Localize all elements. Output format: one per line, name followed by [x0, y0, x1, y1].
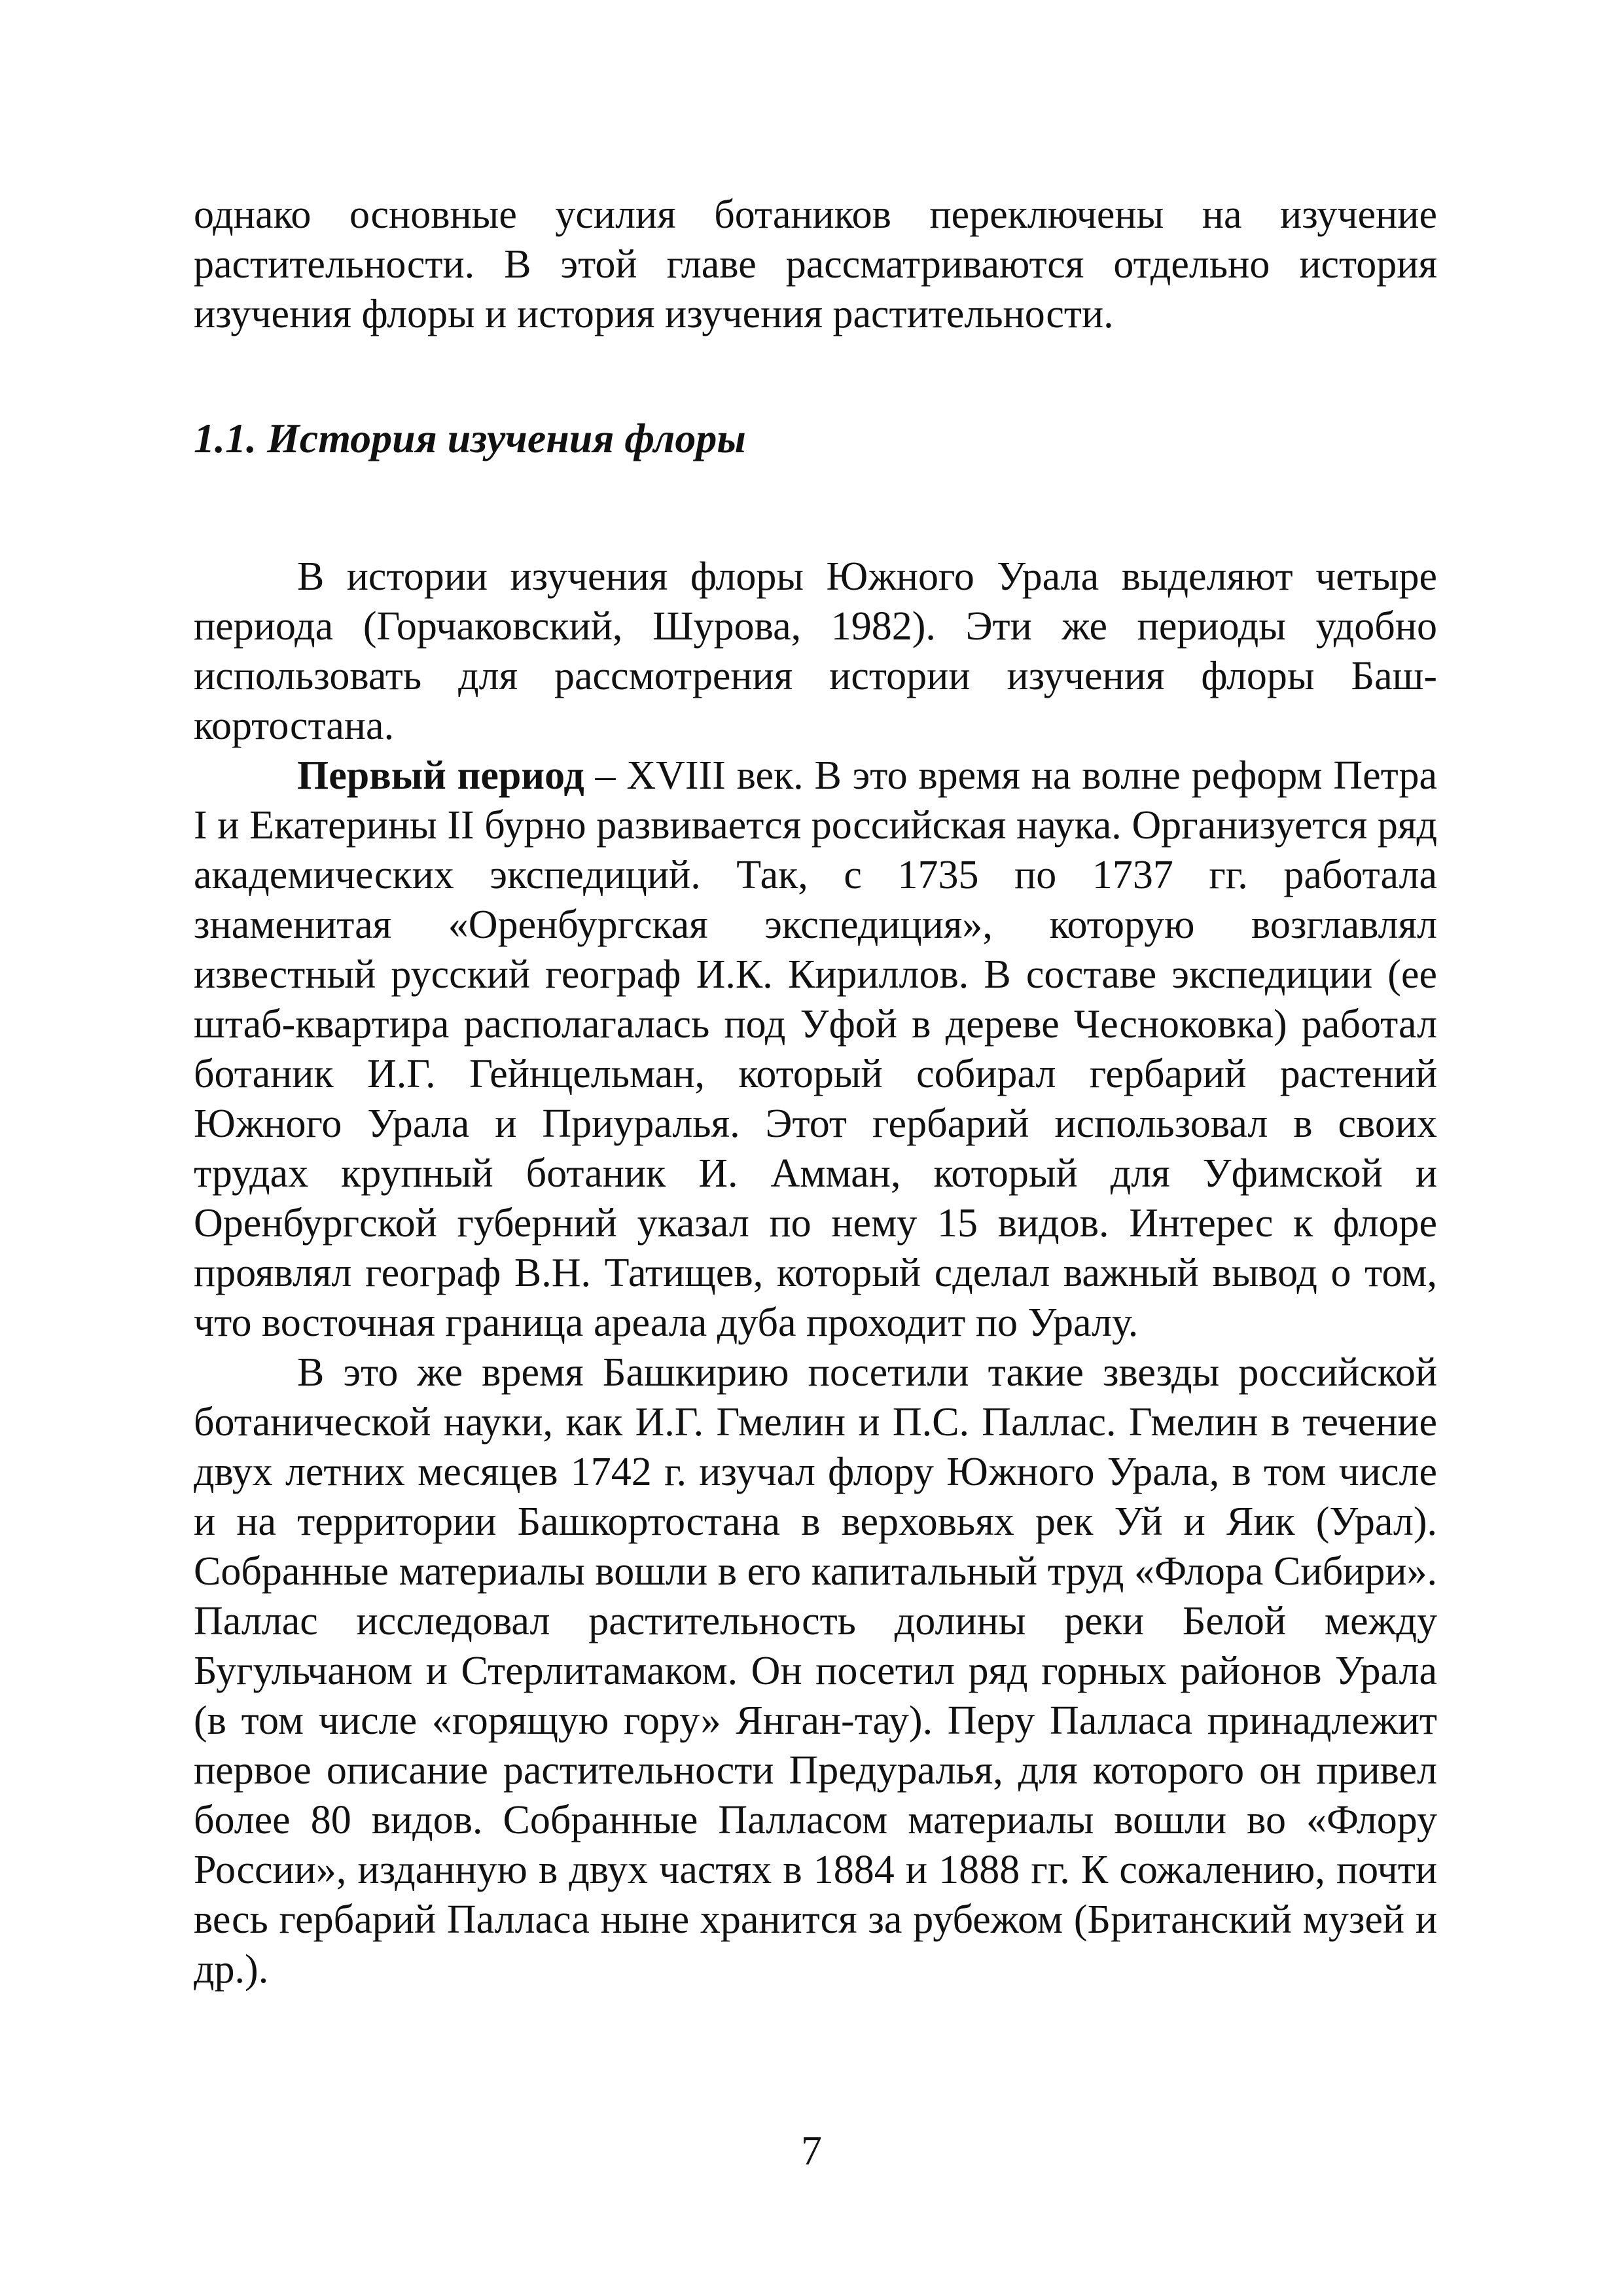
paragraph-gmelin-pallas: В это же время Башкирию посетили такие звезды российской ботанической науки, как И.Г. Гмелин и П.С. Паллас. Гмелин в течение двух летних месяцев 1742 г. изучал флору Южного Урала, в том числе и на территории Башкортостана в верховьях рек Уй и Яик (Урал). Собранные материалы вошли в его капитальный труд «Флора Сибири». Паллас исследовал растительность долины реки Белой между Бугульчаном и Стерлитамаком. Он посетил ряд горных районов Урала (в том числе «горящую гору» Янган-тау). Перу Палласа принадлежит первое описание растительности Предуралья, для которого он привел более 80 видов. Собранные Палласом материалы вошли во «Флору России», изданную в двух частях в 1884 и 1888 гг. К сожалению, почти весь гербарий Палласа ныне хранится за рубежом (Британский музей и др.).	[194, 1350, 1437, 1992]
first-period-lead: Первый период	[297, 753, 584, 798]
paragraph-first-period	[194, 751, 1437, 1348]
paragraph-periods: В истории изучения флоры Южного Урала выделяют четыре периода (Горчаковский, Шурова, 1982). Эти же периоды удобно использовать для рассмотрения истории изучения флоры Башкортостана.	[194, 554, 1437, 748]
first-period-body: – XVIII век. В это время на волне реформ Петра I и Екатерины II бурно развивается российская наука. Организуется ряд академических экспедиций. Так, с 1735 по 1737 гг. работала знаменитая «Оренбургская экспедиция», которую возглавлял известный русский географ И.К. Кириллов. В составе экспедиции (ее штаб-квартира располагалась под Уфой в дереве Чесноковка) работал ботаник И.Г. Гейнцельман, который собирал гербарий растений Южного Урала и Приуралья. Этот гербарий использовал в своих трудах крупный ботаник И. Амман, который для Уфимской и Оренбургской губерний указал по нему 15 видов. Интерес к флоре проявлял географ В.Н. Татищев, который сделал важный вывод о том, что восточная граница ареала дуба проходит по Уралу.	[194, 753, 1437, 1345]
page-number: 7	[801, 2127, 822, 2174]
section-heading: 1.1. История изучения флоры	[194, 415, 746, 461]
intro-paragraph: однако основные усилия ботаников переключены на изучение растительности. В этой главе рассматриваются отдельно история изучения флоры и история изучения растительности.	[194, 192, 1437, 336]
page-body	[194, 190, 1437, 1994]
